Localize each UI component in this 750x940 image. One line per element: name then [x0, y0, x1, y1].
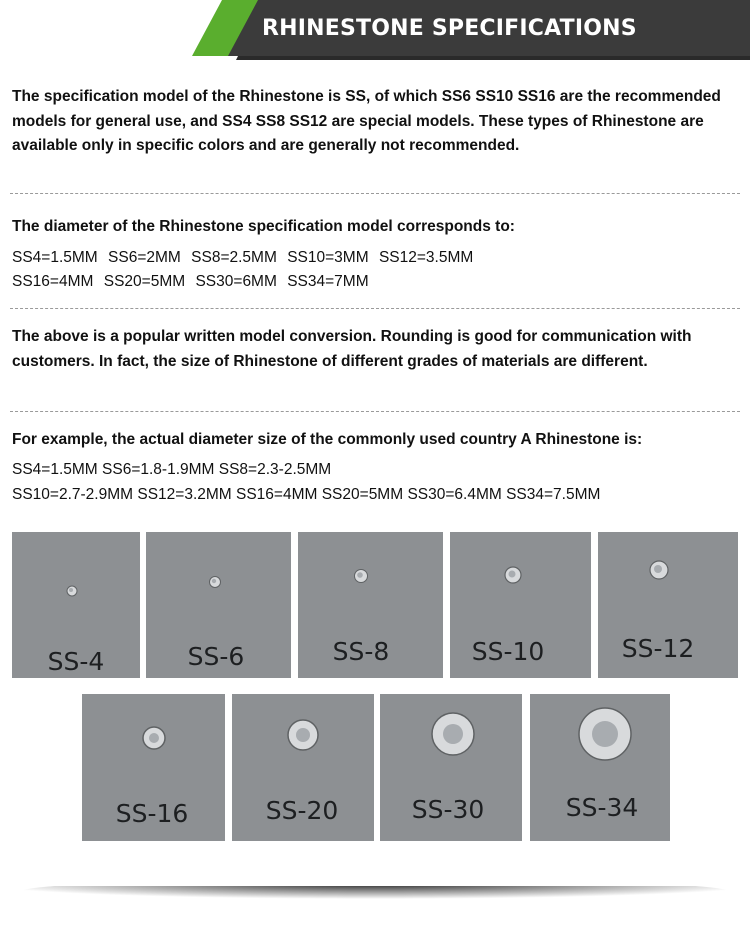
- size-item: SS8=2.5MM: [191, 249, 277, 266]
- size-item: SS20=5MM: [103, 273, 186, 290]
- sample-tile: [232, 694, 374, 841]
- divider: [10, 411, 740, 412]
- divider: [10, 193, 740, 194]
- sample-label: SS-34: [565, 793, 639, 822]
- diameter-row-2: [12, 270, 740, 295]
- rhinestone-sample-image: [450, 532, 591, 678]
- example-heading: For example, the actual diameter size of the commonly used country A Rhinestone is:: [12, 431, 643, 448]
- bottom-shadow: [20, 886, 730, 912]
- sample-tile: [530, 694, 670, 841]
- rhinestone-sample-image: [380, 694, 522, 841]
- sample-tile: [146, 532, 291, 678]
- rhinestone-sample-image: [82, 694, 225, 841]
- sample-tile: [598, 532, 738, 678]
- intro-paragraph: The specification model of the Rhinestone is SS, of which SS6 SS10 SS16 are the recommended models for general use, and SS4 SS8 SS12 are special models. These types of Rhinestone are available only in specific colors and are generally not recommended.: [12, 88, 721, 154]
- rhinestone-sample-image: [232, 694, 374, 841]
- header-banner: [0, 0, 750, 60]
- rhinestone-sample-image: [146, 532, 291, 678]
- size-item: SS34=7MM: [287, 273, 369, 290]
- sample-tile: [12, 532, 140, 678]
- size-item: SS16=4MM: [12, 273, 94, 290]
- sample-label: SS-12: [621, 634, 695, 663]
- page-title: RHINESTONE SPECIFICATIONS: [262, 16, 637, 41]
- divider: [10, 308, 740, 309]
- sample-label: SS-10: [471, 637, 545, 666]
- size-item: SS12=3.5MM: [378, 249, 474, 266]
- sample-label: SS-30: [411, 795, 485, 824]
- sample-label: SS-6: [187, 642, 245, 671]
- rhinestone-sample-image: [12, 532, 140, 678]
- rhinestone-sample-image: [298, 532, 443, 678]
- sample-tile: [82, 694, 225, 841]
- size-item: SS4=1.5MM: [12, 249, 98, 266]
- rhinestone-sample-image: [530, 694, 670, 841]
- sample-tile: [380, 694, 522, 841]
- diameter-heading: The diameter of the Rhinestone specification model corresponds to:: [12, 218, 515, 235]
- sample-tile: [298, 532, 443, 678]
- conversion-note: The above is a popular written model conversion. Rounding is good for communication with customers. In fact, the size of Rhinestone of different grades of materials are different.: [12, 328, 692, 370]
- sample-label: SS-8: [332, 637, 390, 666]
- rhinestone-sample-image: [598, 532, 738, 678]
- size-item: SS30=6MM: [195, 273, 277, 290]
- size-item: SS6=2MM: [108, 249, 181, 266]
- size-item: SS10=3MM: [287, 249, 369, 266]
- example-row-1: SS4=1.5MM SS6=1.8-1.9MM SS8=2.3-2.5MM: [12, 461, 332, 478]
- sample-label: SS-4: [47, 647, 105, 676]
- diameter-row-1: [12, 246, 740, 271]
- example-row-2: SS10=2.7-2.9MM SS12=3.2MM SS16=4MM SS20=5MM SS30=6.4MM SS34=7.5MM: [12, 486, 601, 503]
- sample-label: SS-16: [115, 799, 189, 828]
- sample-tile: [450, 532, 591, 678]
- sample-label: SS-20: [265, 796, 339, 825]
